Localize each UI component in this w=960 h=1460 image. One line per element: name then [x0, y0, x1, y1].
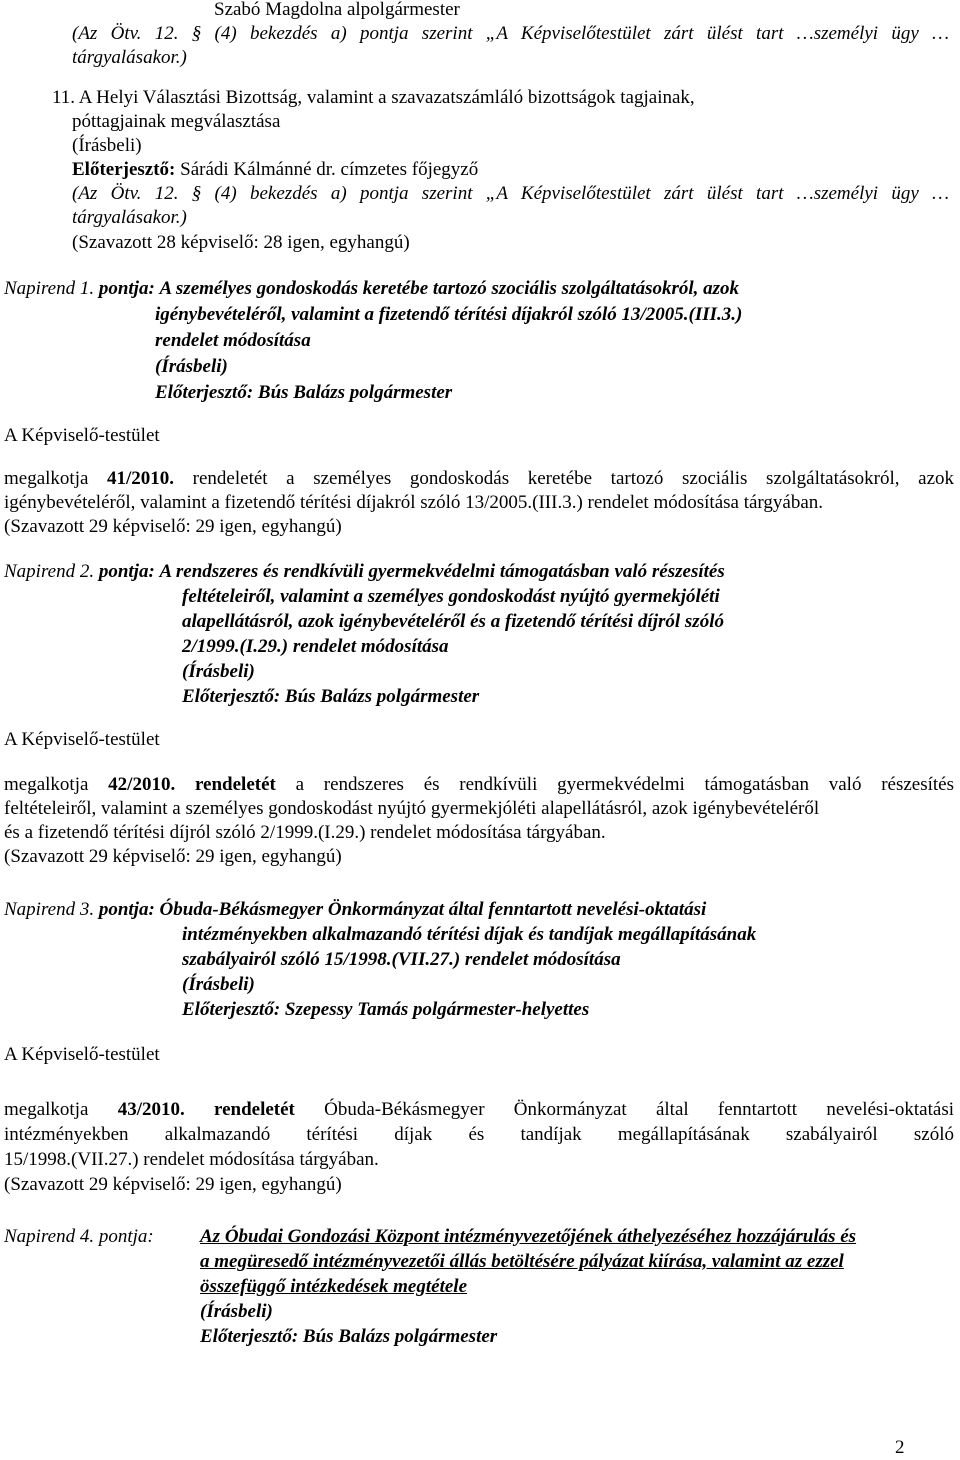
preparer-line: Szabó Magdolna alpolgármester [214, 0, 460, 20]
law-reference-cont: tárgyalásakor.) [72, 47, 187, 68]
agenda-title-cont: szabályairól szóló 15/1998.(VII.27.) rendelet módosítása [182, 949, 621, 970]
decision-number: 42/2010. [108, 774, 176, 795]
presenter-line: Előterjesztő: Szepessy Tamás polgármester-helyettes [182, 999, 590, 1020]
vote-result: (Szavazott 29 képviselő: 29 igen, egyhangú) [4, 516, 342, 537]
written-marker: (Írásbeli) [182, 974, 255, 995]
decision-text: megalkotja 41/2010. rendeletét a személyes gondoskodás keretébe tartozó szociális szolgáltatásokról, azok [4, 468, 955, 489]
law-reference: (Az Ötv. 12. § (4) bekezdés a) pontja szerint „A Képviselőtestület zárt ülést tart …személyi ügy … [72, 183, 949, 204]
body-label: A Képviselő-testület [4, 729, 160, 750]
agenda-1-heading [4, 277, 739, 301]
law-reference: (Az Ötv. 12. § (4) bekezdés a) pontja szerint „A Képviselőtestület zárt ülést tart …személyi ügy … [72, 23, 949, 44]
presenter-line: Előterjesztő: Bús Balázs polgármester [200, 1326, 498, 1347]
agenda-label: Napirend 2. [4, 561, 95, 582]
decision-text-cont: 15/1998.(VII.27.) rendelet módosítása tárgyában. [4, 1149, 379, 1170]
presenter-name: Sárádi Kálmánné dr. címzetes főjegyző [180, 159, 479, 180]
decision-text: megalkotja 42/2010. rendeletét a rendszeres és rendkívüli gyermekvédelmi támogatásban való részesítés [4, 774, 955, 795]
written-marker: (Írásbeli) [200, 1301, 273, 1322]
agenda-title-cont: alapellátásról, azok igénybevételéről és a fizetendő térítési díjról szóló [182, 611, 724, 632]
agenda-title-cont: igénybevételéről, valamint a fizetendő térítési díjakról szóló 13/2005.(III.3.) [155, 304, 743, 325]
agenda-pontja: pontja: [98, 561, 155, 582]
agenda-title-cont: 2/1999.(I.29.) rendelet módosítása [182, 636, 449, 657]
agenda-2-heading [4, 560, 725, 584]
decision-text-cont: és a fizetendő térítési díjról szóló 2/1999.(I.29.) rendelet módosítása tárgyában. [4, 822, 606, 843]
body-label: A Képviselő-testület [4, 425, 160, 446]
vote-result: (Szavazott 29 képviselő: 29 igen, egyhangú) [4, 846, 342, 867]
presenter-line: Előterjesztő: Bús Balázs polgármester [155, 382, 453, 403]
agenda-title-cont: intézményekben alkalmazandó térítési díjak és tandíjak megállapításának [182, 924, 757, 945]
decision-text: megalkotja 43/2010. rendeletét Óbuda-Békásmegyer Önkormányzat által fenntartott nevelési-oktatási [4, 1099, 954, 1120]
agenda-pontja: pontja: [98, 278, 155, 299]
agenda-title: A rendszeres és rendkívüli gyermekvédelmi támogatásban való részesítés [159, 561, 725, 582]
presenter-line: Előterjesztő: Bús Balázs polgármester [182, 686, 480, 707]
written-marker: (Írásbeli) [182, 661, 255, 682]
decision-text-cont: igénybevételéről, valamint a fizetendő térítési díjakról szóló 13/2005.(III.3.) rendelet módosítása tárgyában. [4, 492, 824, 513]
vote-result: (Szavazott 28 képviselő: 28 igen, egyhangú) [72, 232, 410, 253]
decision-number: 43/2010. [117, 1099, 185, 1120]
item-11-title-cont: póttagjainak megválasztása [72, 111, 281, 132]
written-marker: (Írásbeli) [155, 356, 228, 377]
agenda-4-label: Napirend 4. pontja: [4, 1226, 154, 1247]
agenda-title: Az Óbudai Gondozási Központ intézményvezetőjének áthelyezéséhez hozzájárulás és [200, 1226, 857, 1247]
decision-text-cont: intézményekben alkalmazandó térítési díjak és tandíjak megállapításának szabályairól szóló [4, 1124, 954, 1145]
agenda-title-cont: összefüggő intézkedések megtétele [200, 1276, 468, 1297]
item-11-title: 11. A Helyi Választási Bizottság, valamint a szavazatszámláló bizottságok tagjainak, [52, 87, 695, 108]
written-marker: (Írásbeli) [72, 135, 142, 156]
page-number: 2 [895, 1437, 905, 1458]
agenda-title: A személyes gondoskodás keretébe tartozó szociális szolgáltatásokról, azok [159, 278, 740, 299]
agenda-label: Napirend 1. [4, 278, 95, 299]
decision-text-cont: feltételeiről, valamint a személyes gondoskodást nyújtó gyermekjóléti alapellátásról, azok igénybevételéről [4, 798, 820, 819]
presenter-label: Előterjesztő: [72, 159, 176, 180]
decision-number: 41/2010. [107, 468, 175, 489]
agenda-title-cont: rendelet módosítása [155, 330, 311, 351]
agenda-title-cont: a megüresedő intézményvezetői állás betöltésére pályázat kiírása, valamint az ezzel [200, 1251, 844, 1272]
law-reference-cont: tárgyalásakor.) [72, 207, 187, 228]
presenter-line [72, 158, 478, 182]
agenda-title: Óbuda-Békásmegyer Önkormányzat által fenntartott nevelési-oktatási [159, 899, 707, 920]
agenda-pontja: pontja: [98, 899, 155, 920]
agenda-label: Napirend 3. [4, 899, 95, 920]
body-label: A Képviselő-testület [4, 1044, 160, 1065]
agenda-title-cont: feltételeiről, valamint a személyes gondoskodást nyújtó gyermekjóléti [182, 586, 720, 607]
vote-result: (Szavazott 29 képviselő: 29 igen, egyhangú) [4, 1174, 342, 1195]
agenda-3-heading [4, 898, 706, 922]
